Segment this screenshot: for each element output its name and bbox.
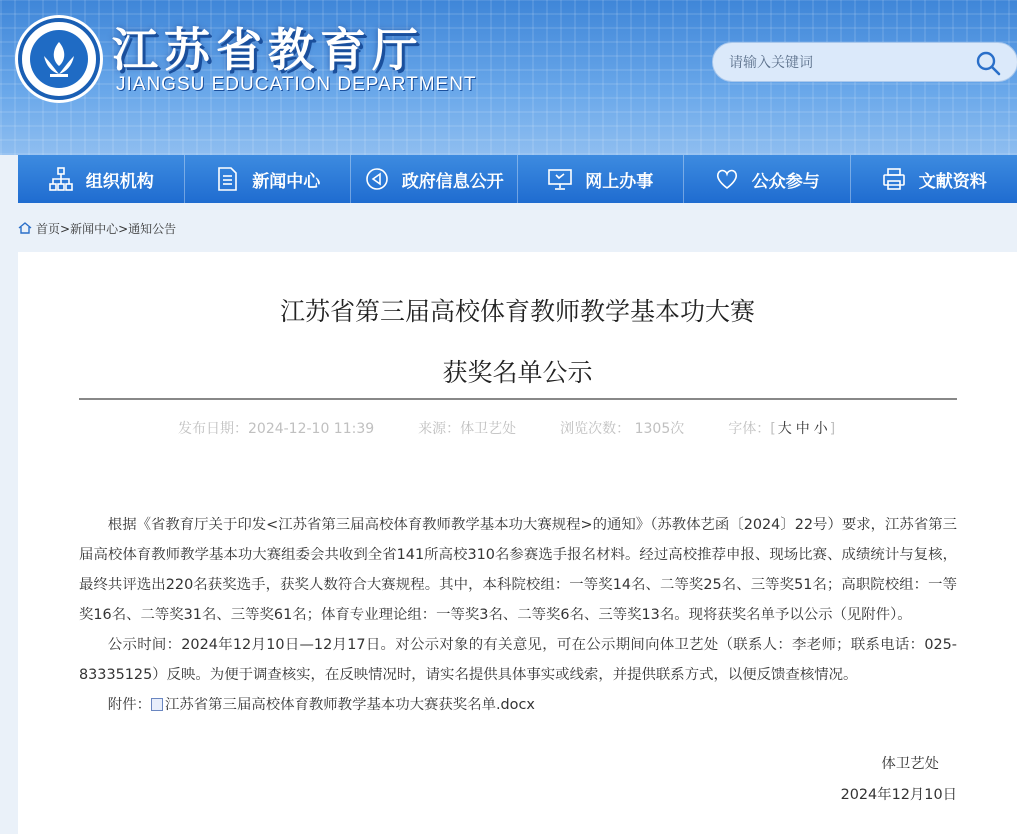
- announce-icon: [364, 166, 390, 192]
- nav-item-documents[interactable]: [851, 155, 1017, 203]
- nav-item-public-participation[interactable]: [684, 155, 851, 203]
- attachment-line: [79, 690, 957, 720]
- nav-label: 网上办事: [585, 171, 654, 192]
- site-subtitle: JIANGSU EDUCATION DEPARTMENT: [116, 74, 477, 95]
- article-title: 江苏省第三届高校体育教师教学基本功大赛: [279, 297, 755, 326]
- article-source: 来源：体卫艺处: [418, 421, 517, 437]
- font-size-bracket-open: [: [770, 421, 776, 437]
- attachment-link[interactable]: 江苏省第三届高校体育教师教学基本功大赛获奖名单.docx: [164, 697, 535, 713]
- nav-item-organization[interactable]: [18, 155, 185, 203]
- article-meta: [178, 418, 835, 438]
- attachment-label: 附件：: [107, 697, 151, 713]
- news-doc-icon: [214, 166, 240, 192]
- site-header: [0, 0, 1017, 155]
- font-size-label: 字体：: [728, 421, 771, 437]
- font-size-medium[interactable]: 中: [795, 421, 810, 437]
- site-title: 江苏省教育厅: [112, 23, 424, 77]
- site-logo[interactable]: [18, 18, 100, 100]
- signature-org: 体卫艺处: [881, 756, 939, 772]
- printer-icon: [881, 166, 907, 192]
- search-input[interactable]: [729, 51, 959, 75]
- title-divider: [79, 398, 957, 400]
- nav-label: 新闻中心: [252, 171, 321, 192]
- article-paragraph: 根据《省教育厅关于印发<江苏省第三届高校体育教师教学基本功大赛规程>的通知》（苏教体艺函〔2024〕22号）要求，江苏省第三届高校体育教师教学基本功大赛组委会共收到全省141所高校310名参赛选手报名材料。经过高校推荐申报、现场比赛、成绩统计与复核，最终共评选出220名获奖选手，获奖人数符合大赛规程。其中，本科院校组：一等奖14名、二等奖25名、三等奖51名；高职院校组：一等奖16名、二等奖31名、三等奖61名；体育专业理论组：一等奖3名、二等奖6名、三等奖13名。现将获奖名单予以公示（见附件）。: [79, 517, 957, 623]
- article-paragraph: 公示时间：2024年12月10日—12月17日。对公示对象的有关意见，可在公示期间向体卫艺处（联系人：李老师；联系电话：025-83335125）反映。为便于调查核实，在反映情况时，请实名提供具体事实或线索，并提供联系方式，以便反馈查核情况。: [79, 637, 957, 683]
- nav-label: 组织机构: [85, 171, 154, 192]
- font-size-large[interactable]: 大: [777, 421, 792, 437]
- article-card: [18, 252, 1017, 834]
- nav-label: 公众参与: [751, 171, 820, 192]
- nav-label: 文献资料: [918, 171, 987, 192]
- breadcrumb-news[interactable]: 新闻中心>: [70, 221, 129, 236]
- nav-item-gov-info[interactable]: [351, 155, 518, 203]
- font-size-small[interactable]: 小: [813, 421, 828, 437]
- org-chart-icon: [48, 166, 74, 192]
- view-count: 浏览次数： 1305次: [560, 421, 685, 437]
- nav-item-news[interactable]: [185, 155, 352, 203]
- main-nav: [18, 155, 1017, 203]
- search-box: [712, 42, 1017, 82]
- breadcrumb-notices[interactable]: 通知公告: [128, 221, 177, 236]
- publish-date: 发布日期：2024-12-10 11:39: [178, 421, 375, 437]
- signature-date: 2024年12月10日: [840, 787, 957, 803]
- font-size-control: [728, 418, 835, 438]
- article-subtitle: 获奖名单公示: [442, 358, 593, 387]
- nav-item-online-services[interactable]: [518, 155, 685, 203]
- home-icon: [18, 221, 32, 235]
- logo-emblem: [30, 30, 88, 88]
- nav-label: 政府信息公开: [401, 171, 504, 192]
- article-body: [79, 510, 957, 720]
- monitor-icon: [547, 166, 573, 192]
- heart-icon: [714, 166, 740, 192]
- doc-file-icon: [151, 698, 163, 711]
- breadcrumb-home[interactable]: 首页>: [36, 221, 71, 236]
- search-icon[interactable]: [975, 50, 1001, 76]
- font-size-bracket-close: ]: [829, 421, 836, 437]
- breadcrumb: [18, 218, 176, 238]
